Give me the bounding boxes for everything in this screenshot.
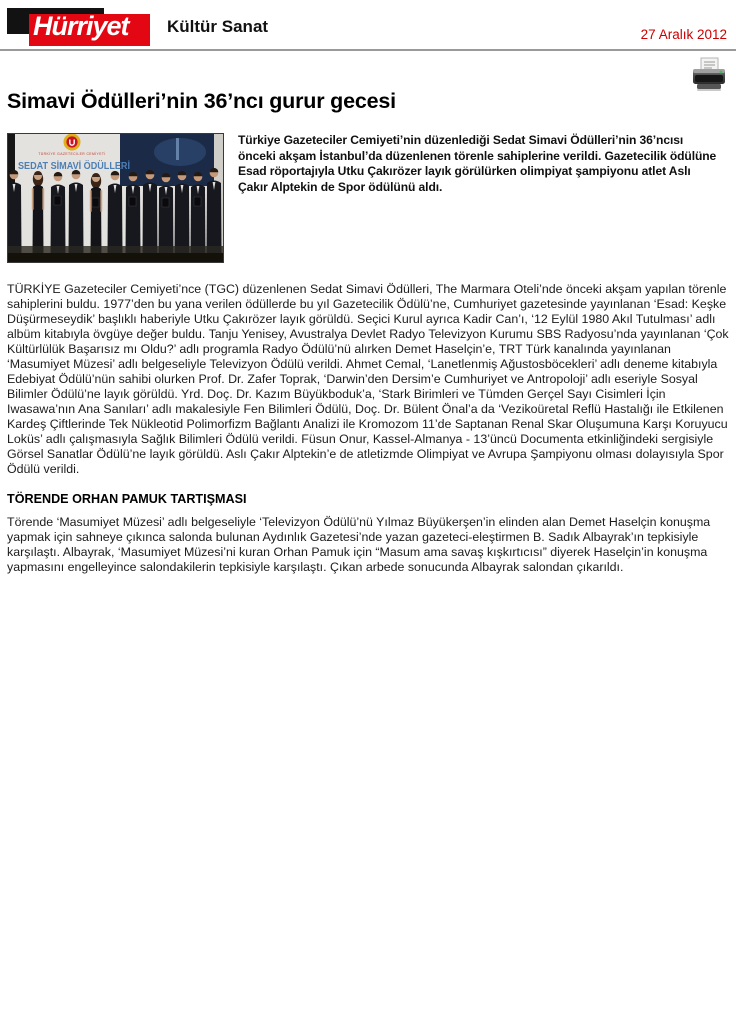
tgc-emblem-icon [64, 134, 81, 151]
article-photo [7, 133, 224, 263]
article-top-section [7, 133, 729, 263]
logo-wordmark: Hürriyet [33, 11, 129, 41]
article-date: 27 Aralık 2012 [640, 26, 727, 42]
section-title: Kültür Sanat [167, 17, 269, 36]
article-lede: Türkiye Gazeteciler Cemiyeti’nin düzenlediği Sedat Simavi Ödülleri’nin 36’ncısı önceki akşam İstanbul’da düzenlenen törenle sahiplerine verildi. Gazetecilik ödülüne Esad röportajıyla Utku Çakırözer layık görülürken olimpiyat şampiyonu atlet Aslı Çakır Alptekin de Spor ödülünü aldı. [238, 133, 717, 194]
article-subheading: TÖRENDE ORHAN PAMUK TARTIŞMASI [7, 492, 247, 506]
photo-emblem-text: TÜRKİYE GAZETECİLER CEMİYETİ [38, 152, 106, 156]
page-header [0, 0, 736, 46]
hurriyet-logo [7, 8, 150, 46]
photo-banner-text: SEDAT SİMAVİ ÖDÜLLERİ [18, 161, 142, 172]
print-button[interactable] [691, 57, 727, 95]
article-body-paragraph-2: Törende ‘Masumiyet Müzesi’ adlı belgeseliyle ‘Televizyon Ödülü’nü Yılmaz Büyükerşen’in elinden alan Demet Haselçin konuşma yapmak için sahneye çıkınca salonda bulunan Aydınlık Gazetesi’nde yazan gazeteci-eleştirmen B. Sadık Albayrak’ın tepkisiyle karşılaştı. Albayrak, ‘Masumiyet Müzesi’ni kuran Orhan Pamuk için “Masum ama savaş kışkırtıcısı” diyerek Haselçin’in konuşma yapmasını engelleyince salondakilerin tepkisiyle karşılaştı. Çıkan arbede sonucunda Albayrak salondan çıkarıldı. [7, 515, 711, 574]
printer-icon [691, 57, 727, 95]
header-divider [0, 49, 736, 51]
award-ceremony-photo [8, 134, 223, 262]
article-body-paragraph: TÜRKİYE Gazeteciler Cemiyeti’nce (TGC) düzenlenen Sedat Simavi Ödülleri, The Marmara Oteli’nde önceki akşam yapılan törenle sahiplerini buldu. 1977’den bu yana verilen ödüllerde bu yıl Gazetecilik Ödülü’ne, Cumhuriyet gazetesinde yayınlanan ‘Esad: Keşke Düşürmeseydik’ başlıklı haberiyle Utku Çakırözer layık görüldü. Seçici Kurul ayrıca Kadir Can’ı, ‘12 Eylül 1980 Akıl Tutulması’ adlı albüm kitabıyla övgüye değer buldu. Tanju Yenisey, Avustralya Devlet Radyo Televizyon Kurumu SBS Radyosu’nda yayınlanan ‘Çok Kültürlülük Başarısız mı Oldu?’ adlı programla Radyo Ödülü’nü alırken Demet Haselçin’e, TRT Türk kanalında yayınlanan ‘Masumiyet Müzesi’ adlı belgeseliyle Televizyon Ödülü verildi. Ahmet Cemal, ‘Lanetlenmiş Ağustosböcekleri’ adlı deneme kitabıyla Edebiyat Ödülü’nün sahibi olurken Prof. Dr. Zafer Toprak, ‘Darwin’den Dersim’e Cumhuriyet ve Antropoloji’ adlı eseriyle Sosyal Bilimler Ödülü’ne layık görüldü. Yrd. Doç. Dr. Kazım Büyükboduk’a, ‘Stark Birimleri ve Tümden Gerçel Sayı Cisimleri İçin Iwasawa’nın Ana Sanıları’ adlı makalesiyle Fen Bilimleri Ödülü, Doç. Dr. Bülent Önal’a da ‘Vezikoüretal Reflü Hastalığı ile Etkilenen Kardeş Çiftlerinde Tek Nükleotid Polimorfizm Bağlantı Analizi ile Kromozom 11’de Saptanan Renal Skar Oluşumuna Karşı Koruyucu Loküs’ adlı çalışmasıyla Sağlık Bilimleri Ödülü verildi. Füsun Onur, Kassel-Almanya - 13’üncü Documenta etkinliğindeki sergisiyle Görsel Sanatlar Ödülü’ne layık görüldü. Aslı Çakır Alptekin’e de atletizmde Olimpiyat ve Avrupa Şampiyonu olması dolayısıyla Spor Ödülü verildi. [7, 282, 729, 476]
article-headline: Simavi Ödülleri’nin 36’ncı gurur gecesi [7, 89, 396, 113]
